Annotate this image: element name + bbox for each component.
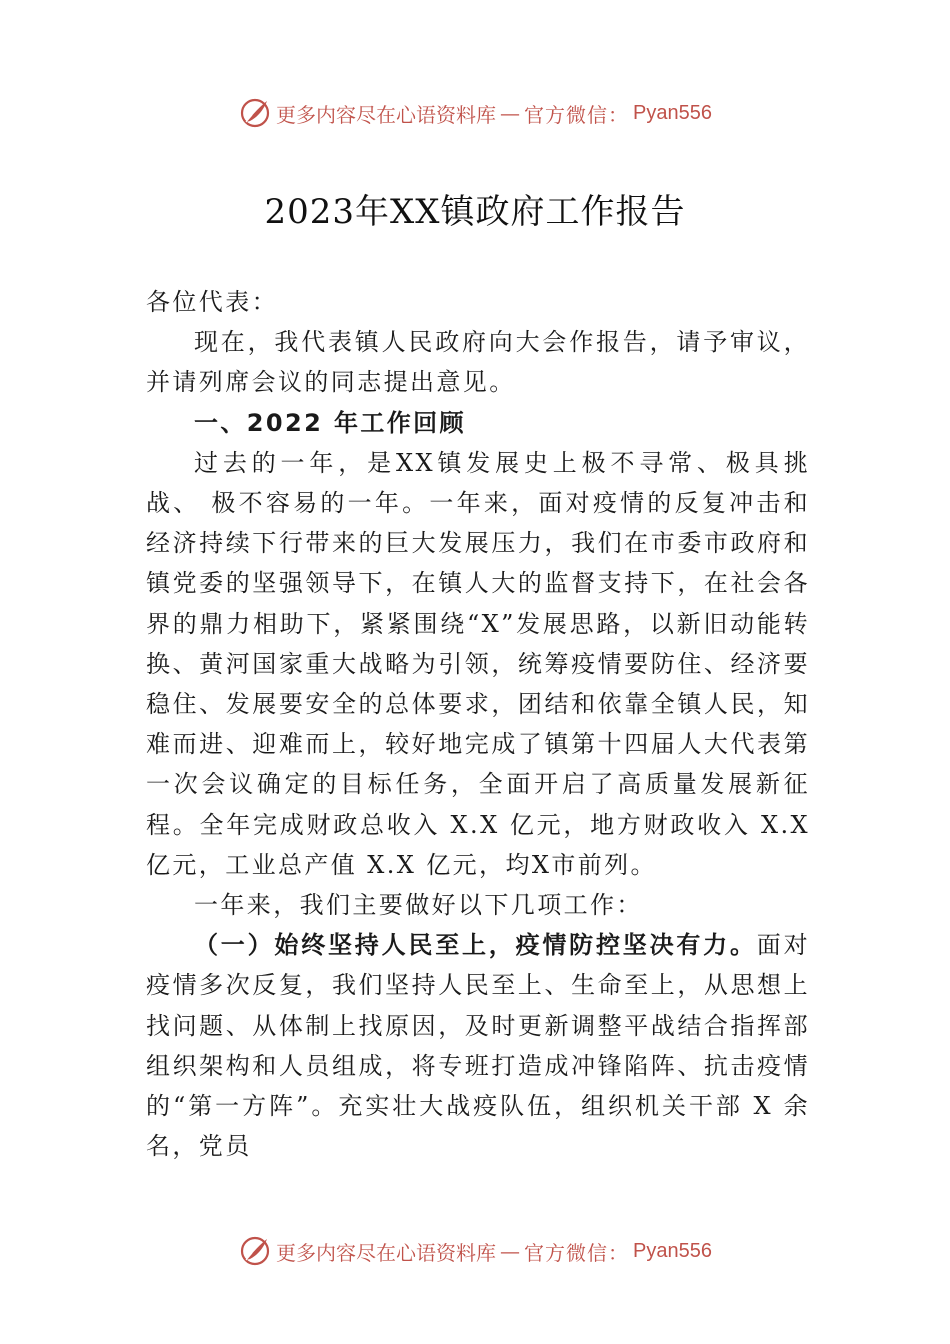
document-body — [146, 282, 810, 1166]
watermark-wechat-label: 官方微信： — [524, 1240, 630, 1265]
work-intro-paragraph: 一年来，我们主要做好以下几项工作： — [194, 891, 643, 920]
quill-logo-icon — [238, 96, 272, 130]
intro-paragraph: 现在，我代表镇人民政府向大会作报告，请予审议，并请列席会议的同志提出意见。 — [146, 328, 810, 397]
watermark-wechat-id: Pyan556 — [633, 101, 712, 124]
salutation: 各位代表： — [146, 288, 278, 316]
watermark-separator: — — [500, 1239, 521, 1263]
watermark-separator: — — [500, 101, 521, 125]
watermark-brand: 更多内容尽在心语资料库 — [276, 1240, 497, 1265]
item-heading: （一）始终坚持人民至上，疫情防控坚决有力。 — [194, 930, 757, 960]
review-paragraph: 过去的一年，是XX镇发展史上极不寻常、极具挑战、 极不容易的一年。一年来，面对疫情的反复冲击和经济持续下行带来的巨大发展压力，我们在市委市政府和镇党委的坚强领导下，在镇人大的监督支持下，在社会各界的鼎力相助下，紧紧围绕“X”发展思路，以新旧动能转换、黄河国家重大战略为引领，统筹疫情要防住、经济要稳住、发展要安全的总体要求，团结和依靠全镇人民，知难而进、迎难而上，较好地完成了镇第十四届人大代表第一次会议确定的目标任务，全面开启了高质量发展新征程。全年完成财政总收入 X.X 亿元，地方财政收入 X.X 亿元，工业总产值 X.X 亿元，均X市前列。 — [146, 448, 810, 879]
quill-logo-icon — [238, 1234, 272, 1268]
section-heading: 一、2022 年工作回顾 — [194, 408, 466, 437]
watermark-brand: 更多内容尽在心语资料库 — [276, 102, 497, 127]
watermark-header — [0, 96, 950, 130]
watermark-footer — [0, 1234, 950, 1268]
watermark-wechat-label: 官方微信： — [524, 102, 630, 127]
item-body: 面对疫情多次反复，我们坚持人民至上、生命至上，从思想上找问题、从体制上找原因，及时更新调整平战结合指挥部组织架构和人员组成，将专班打造成冲锋陷阵、抗击疫情的“第一方阵”。充实壮大战疫队伍，组织机关干部 X 余名，党员 — [146, 931, 810, 1161]
item-paragraph — [146, 925, 810, 1166]
document-title: 2023年XX镇政府工作报告 — [264, 192, 686, 232]
watermark-wechat-id: Pyan556 — [633, 1239, 712, 1262]
